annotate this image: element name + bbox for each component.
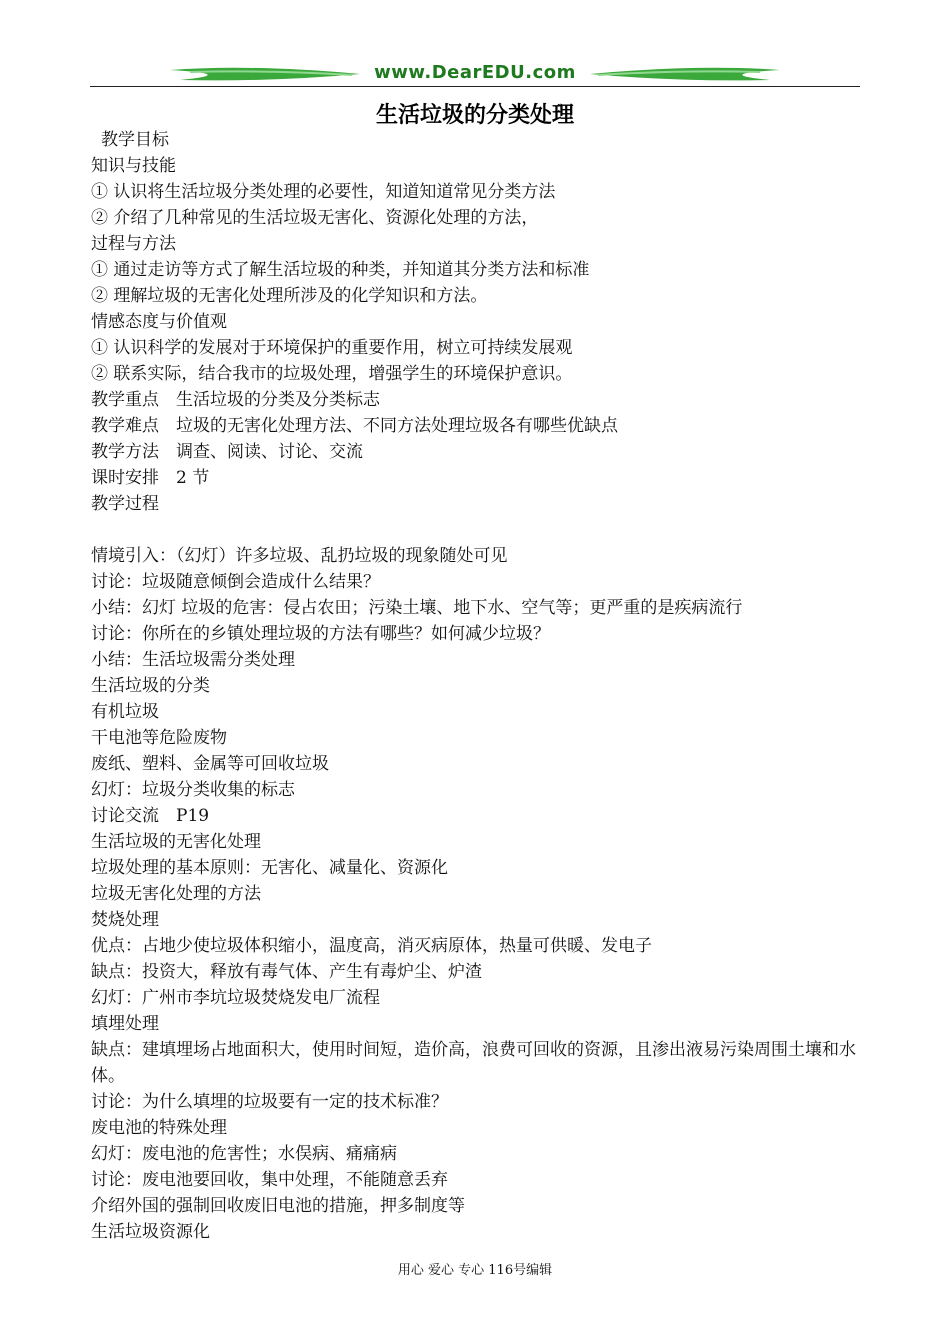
text-line: 废纸、塑料、金属等可回收垃圾 (91, 754, 329, 774)
text-line: 干电池等危险废物 (91, 728, 227, 748)
text-line: 缺点：投资大，释放有毒气体、产生有毒炉尘、炉渣 (91, 962, 482, 982)
text-line: 有机垃圾 (91, 702, 159, 722)
text-line: 情境引入：（幻灯）许多垃圾、乱扔垃圾的现象随处可见 (91, 546, 508, 566)
page-footer: 用心 爱心 专心 116号编辑 (397, 1263, 553, 1278)
text-line: 教学难点 垃圾的无害化处理方法、不同方法处理垃圾各有哪些优缺点 (91, 416, 618, 436)
text-line: 教学方法 调查、阅读、讨论、交流 (91, 442, 363, 462)
text-line: 垃圾处理的基本原则：无害化、减量化、资源化 (91, 858, 448, 878)
text-line: 讨论：为什么填埋的垃圾要有一定的技术标准？ (91, 1092, 448, 1112)
text-line: 教学重点 生活垃圾的分类及分类标志 (91, 390, 380, 410)
text-line: 焚烧处理 (91, 910, 159, 930)
text-line: 讨论：垃圾随意倾倒会造成什么结果？ (91, 572, 380, 592)
text-line: 生活垃圾的无害化处理 (91, 832, 261, 852)
text-line: 知识与技能 (91, 156, 176, 176)
blank-line (91, 517, 861, 543)
text-line: 生活垃圾的分类 (91, 676, 210, 696)
text-line: 过程与方法 (91, 234, 176, 254)
text-line: 缺点：建填埋场占地面积大，使用时间短，造价高，浪费可回收的资源，且渗出液易污染周围土壤和水体。 (91, 1040, 856, 1086)
text-line: 垃圾无害化处理的方法 (91, 884, 261, 904)
text-line: 填埋处理 (91, 1014, 159, 1034)
text-line: 情感态度与价值观 (91, 312, 227, 332)
text-line: 教学目标 (101, 130, 169, 150)
text-line: 幻灯：广州市李坑垃圾焚烧发电厂流程 (91, 988, 380, 1008)
text-line: 课时安排 2 节 (91, 468, 210, 488)
text-line: ② 理解垃圾的无害化处理所涉及的化学知识和方法。 (91, 286, 488, 306)
text-line: 幻灯：废电池的危害性；水俣病、痛痛病 (91, 1144, 397, 1164)
text-line: 介绍外国的强制回收废旧电池的措施，押多制度等 (91, 1196, 465, 1216)
header-rule (90, 86, 860, 87)
text-line: 优点：占地少使垃圾体积缩小，温度高，消灭病原体，热量可供暖、发电子 (91, 936, 652, 956)
text-line: 讨论：你所在的乡镇处理垃圾的方法有哪些？如何减少垃圾？ (91, 624, 550, 644)
text-line: 讨论：废电池要回收，集中处理，不能随意丢弃 (91, 1170, 448, 1190)
text-line: 小结：生活垃圾需分类处理 (91, 650, 295, 670)
page-header (90, 60, 860, 90)
text-line: 幻灯：垃圾分类收集的标志 (91, 780, 295, 800)
text-line: ① 认识将生活垃圾分类处理的必要性，知道知道常见分类方法 (91, 182, 556, 202)
document-title: 生活垃圾的分类处理 (375, 102, 574, 128)
text-line: 废电池的特殊处理 (91, 1118, 227, 1138)
text-line: ① 认识科学的发展对于环境保护的重要作用，树立可持续发展观 (91, 338, 573, 358)
text-line: 生活垃圾资源化 (91, 1222, 210, 1242)
site-logo-text: www.DearEDU.com (374, 62, 576, 83)
text-line: 讨论交流 P19 (91, 806, 210, 826)
text-line: ② 介绍了几种常见的生活垃圾无害化、资源化处理的方法， (91, 208, 539, 228)
text-line: ② 联系实际，结合我市的垃圾处理，增强学生的环境保护意识。 (91, 364, 573, 384)
text-line: ① 通过走访等方式了解生活垃圾的种类，并知道其分类方法和标准 (91, 260, 590, 280)
document-body (91, 127, 861, 1245)
text-line: 小结：幻灯 垃圾的危害：侵占农田；污染土壤、地下水、空气等；更严重的是疾病流行 (91, 598, 743, 618)
text-line: 教学过程 (91, 494, 159, 514)
